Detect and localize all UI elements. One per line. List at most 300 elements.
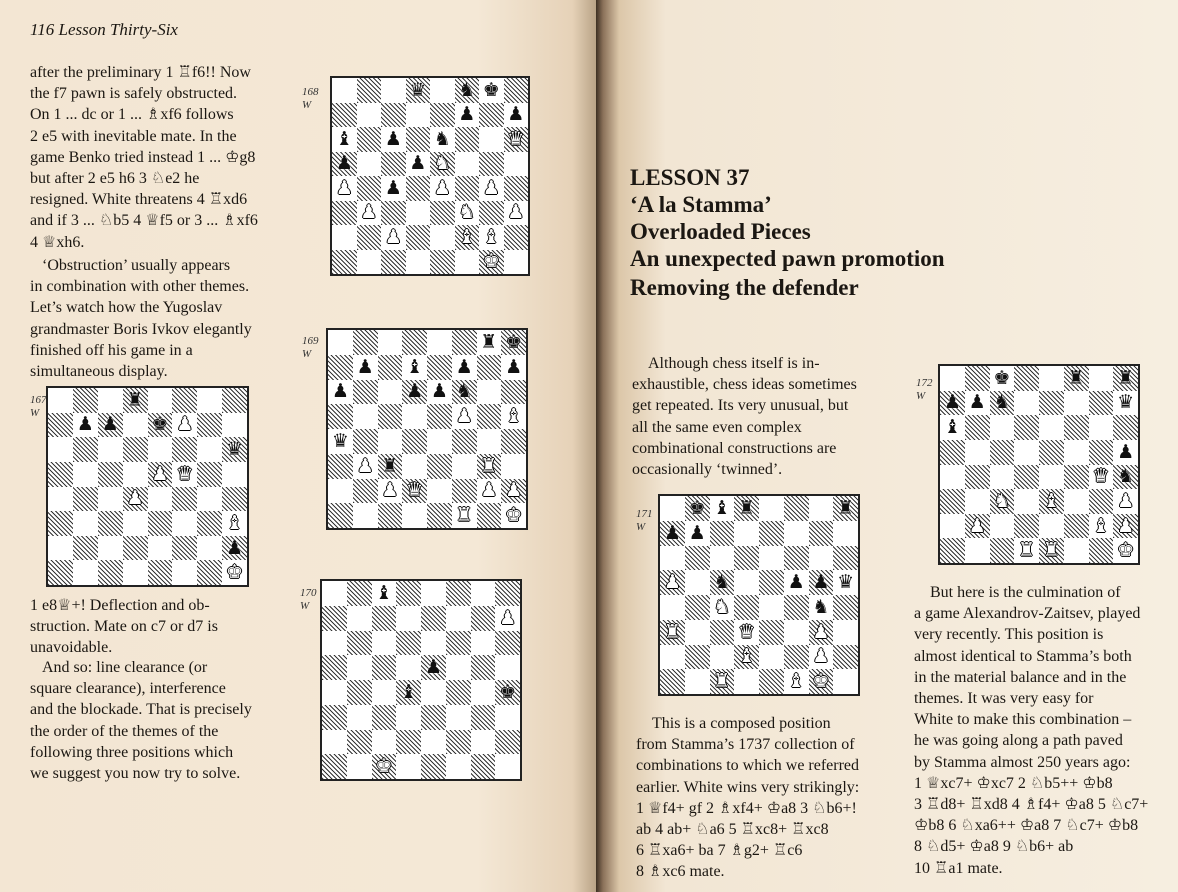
black-bishop-icon: ♝ [713, 496, 731, 519]
board-square [452, 429, 477, 454]
board-square [73, 536, 98, 561]
board-square [809, 496, 834, 521]
board-square [809, 669, 834, 694]
text-line: White to make this combination – [914, 711, 1132, 729]
board-square [479, 250, 504, 275]
board-square [685, 669, 710, 694]
board-square [495, 705, 520, 730]
board-square [784, 496, 809, 521]
board-square [396, 581, 421, 606]
board-square [347, 754, 372, 779]
board-square [471, 655, 496, 680]
text-line: unavoidable. [30, 639, 113, 657]
board-square [734, 669, 759, 694]
board-square [809, 595, 834, 620]
text-line: exhaustible, chess ideas sometimes [632, 376, 857, 394]
board-square [197, 462, 222, 487]
board-square [402, 330, 427, 355]
board-square [353, 429, 378, 454]
board-square [73, 437, 98, 462]
board-square [372, 655, 397, 680]
board-square [759, 546, 784, 571]
board-square [98, 511, 123, 536]
board-square [396, 730, 421, 755]
board-square [1089, 514, 1114, 539]
board-square [504, 103, 529, 128]
diagram-169-label: 169 W [302, 335, 319, 360]
black-pawn-icon: ♟ [384, 176, 402, 199]
board-square [809, 645, 834, 670]
text-line: grandmaster Boris Ivkov elegantly [30, 320, 252, 338]
text-line: combinations to which we referred [636, 757, 860, 775]
board-square [421, 655, 446, 680]
diagram-170-label: 170 W [300, 587, 317, 612]
board-square [148, 560, 173, 585]
board-square [148, 388, 173, 413]
board-square [759, 570, 784, 595]
board-square [1039, 366, 1064, 391]
board-square [406, 78, 431, 103]
black-pawn-icon: ♟ [424, 656, 442, 679]
board-square [1014, 514, 1039, 539]
board-square [504, 78, 529, 103]
text-line: And so: line clearance (or [42, 659, 208, 676]
board-square [1064, 415, 1089, 440]
board-square [990, 538, 1015, 563]
white-rook-icon: ♜ [1042, 539, 1060, 562]
board-square [328, 355, 353, 380]
board-square [396, 655, 421, 680]
board-square [381, 225, 406, 250]
board-square [1014, 489, 1039, 514]
black-pawn-icon: ♟ [505, 355, 523, 378]
board-square [98, 536, 123, 561]
white-pawn-icon: ♟ [176, 413, 194, 436]
text-line: 3 ♖d8+ ♖xd8 4 ♗f4+ ♔a8 5 ♘c7+ [914, 796, 1149, 814]
diagram-171-label: 171 W [636, 508, 653, 533]
black-rook-icon: ♜ [1067, 366, 1085, 389]
lesson-subtitle-3: Removing the defender [630, 275, 859, 300]
black-knight-icon: ♞ [812, 595, 830, 618]
board-square [396, 754, 421, 779]
black-pawn-icon: ♟ [430, 380, 448, 403]
board-square [479, 152, 504, 177]
board-square [427, 404, 452, 429]
black-pawn-icon: ♟ [331, 380, 349, 403]
board-square [452, 454, 477, 479]
board-square [406, 127, 431, 152]
board-square [660, 669, 685, 694]
board-square [332, 103, 357, 128]
board-square [381, 250, 406, 275]
text-line: 8 ♘d5+ ♔a8 9 ♘b6+ ab [914, 838, 1074, 856]
board-square [378, 503, 403, 528]
board-square [501, 479, 526, 504]
board-square [402, 380, 427, 405]
black-queen-icon: ♛ [331, 429, 349, 452]
board-square [222, 462, 247, 487]
board-square [1089, 489, 1114, 514]
board-square [1064, 489, 1089, 514]
board-square [123, 487, 148, 512]
board-square [396, 680, 421, 705]
board-square [759, 645, 784, 670]
white-knight-icon: ♞ [458, 201, 476, 224]
board-square [123, 511, 148, 536]
board-square [421, 754, 446, 779]
board-square [357, 250, 382, 275]
lesson-title-heading: ‘A la Stamma’ [630, 192, 772, 217]
board-square [477, 429, 502, 454]
white-rook-icon: ♜ [713, 670, 731, 693]
board-square [406, 152, 431, 177]
board-square [940, 440, 965, 465]
white-bishop-icon: ♝ [787, 670, 805, 693]
board-square [477, 355, 502, 380]
white-king-icon: ♚ [812, 670, 830, 693]
board-square [421, 631, 446, 656]
text-line: from Stamma’s 1737 collection of [636, 736, 855, 754]
board-square [479, 103, 504, 128]
board-square [455, 176, 480, 201]
black-pawn-icon: ♟ [1117, 440, 1135, 463]
board-square [322, 631, 347, 656]
board-square [495, 631, 520, 656]
board-square [123, 462, 148, 487]
board-square [332, 201, 357, 226]
board-square [1089, 440, 1114, 465]
board-square [430, 103, 455, 128]
board-square [734, 595, 759, 620]
black-bishop-icon: ♝ [400, 680, 418, 703]
text-line: themes. It was very easy for [914, 690, 1094, 708]
board-square [784, 546, 809, 571]
board-square [172, 437, 197, 462]
white-pawn-icon: ♟ [356, 454, 374, 477]
board-square [990, 391, 1015, 416]
board-square [73, 487, 98, 512]
text-line: finished off his game in a [30, 341, 193, 359]
board-square [402, 503, 427, 528]
text-line: 1 ♕f4+ gf 2 ♗xf4+ ♔a8 3 ♘b6+! [636, 799, 857, 817]
board-square [123, 413, 148, 438]
board-square [660, 620, 685, 645]
board-square [471, 581, 496, 606]
board-square [452, 404, 477, 429]
board-square [455, 152, 480, 177]
black-pawn-icon: ♟ [787, 571, 805, 594]
left-paragraph-3 [30, 595, 272, 659]
board-square [381, 127, 406, 152]
black-knight-icon: ♞ [713, 571, 731, 594]
board-square [446, 631, 471, 656]
board-square [332, 225, 357, 250]
board-square [396, 631, 421, 656]
board-square [148, 413, 173, 438]
board-square [501, 503, 526, 528]
board-square [446, 730, 471, 755]
black-pawn-icon: ♟ [406, 380, 424, 403]
board-square [1014, 538, 1039, 563]
board-square [427, 429, 452, 454]
board-square [685, 620, 710, 645]
board-square [406, 201, 431, 226]
white-bishop-icon: ♝ [1092, 514, 1110, 537]
board-square [1014, 415, 1039, 440]
text-line: 10 ♖a1 mate. [914, 859, 1003, 877]
board-square [406, 103, 431, 128]
white-pawn-icon: ♟ [507, 201, 525, 224]
text-line: very recently. This position is [914, 626, 1104, 644]
white-knight-icon: ♞ [713, 595, 731, 618]
board-square [402, 454, 427, 479]
board-square [784, 521, 809, 546]
board-square [965, 489, 990, 514]
board-square [347, 680, 372, 705]
white-pawn-icon: ♟ [480, 479, 498, 502]
black-rook-icon: ♜ [1117, 366, 1135, 389]
board-square [322, 581, 347, 606]
text-line: ab 4 ab+ ♘a6 5 ♖xc8+ ♖xc8 [636, 821, 829, 839]
board-square [197, 487, 222, 512]
board-square [759, 521, 784, 546]
board-square [222, 536, 247, 561]
board-square [332, 152, 357, 177]
board-square [1064, 366, 1089, 391]
black-pawn-icon: ♟ [226, 536, 244, 559]
board-square [710, 496, 735, 521]
text-line: struction. Mate on c7 or d7 is [30, 618, 218, 636]
text-line: and the blockade. That is precisely [30, 701, 252, 719]
text-line: 8 ♗xc6 mate. [636, 863, 725, 881]
board-square [660, 546, 685, 571]
board-square [1014, 366, 1039, 391]
board-square [990, 366, 1015, 391]
board-square [347, 705, 372, 730]
board-square [396, 606, 421, 631]
board-square [1113, 415, 1138, 440]
black-knight-icon: ♞ [1117, 465, 1135, 488]
board-square [1089, 538, 1114, 563]
board-square [148, 511, 173, 536]
board-square [381, 201, 406, 226]
board-square [1113, 538, 1138, 563]
board-square [495, 606, 520, 631]
black-pawn-icon: ♟ [812, 571, 830, 594]
board-square [48, 413, 73, 438]
board-square [495, 655, 520, 680]
board-square [471, 705, 496, 730]
board-square [427, 503, 452, 528]
board-square [495, 680, 520, 705]
board-square [378, 479, 403, 504]
board-square [446, 680, 471, 705]
board-square [495, 754, 520, 779]
white-rook-icon: ♜ [663, 620, 681, 643]
text-line: after the preliminary 1 ♖f6!! Now [30, 64, 251, 81]
board-square [347, 631, 372, 656]
board-square [940, 415, 965, 440]
text-line: following three positions which [30, 743, 234, 761]
black-king-icon: ♚ [505, 330, 523, 353]
black-king-icon: ♚ [993, 366, 1011, 389]
board-square [685, 496, 710, 521]
text-line: On 1 ... dc or 1 ... ♗xf6 follows [30, 106, 234, 124]
text-line: we suggest you now try to solve. [30, 765, 241, 783]
board-square [1113, 391, 1138, 416]
board-square [378, 454, 403, 479]
board-square [372, 631, 397, 656]
board-square [1039, 391, 1064, 416]
board-square [710, 645, 735, 670]
board-square [455, 250, 480, 275]
board-square [1039, 415, 1064, 440]
text-line: 4 ♕xh6. [30, 233, 85, 251]
board-square [73, 388, 98, 413]
board-square [965, 366, 990, 391]
board-square [452, 503, 477, 528]
board-square [222, 413, 247, 438]
black-rook-icon: ♜ [738, 496, 756, 519]
board-square [421, 730, 446, 755]
board-square [378, 355, 403, 380]
board-square [48, 511, 73, 536]
board-square [197, 511, 222, 536]
text-line: Let’s watch how the Yugoslav [30, 299, 223, 317]
board-square [685, 645, 710, 670]
board-square [48, 536, 73, 561]
board-square [940, 538, 965, 563]
board-square [1014, 391, 1039, 416]
board-square [372, 754, 397, 779]
diagram-167-label: 167 W [30, 394, 47, 419]
board-square [455, 78, 480, 103]
board-square [347, 581, 372, 606]
board-square [446, 581, 471, 606]
board-square [452, 355, 477, 380]
board-square [504, 176, 529, 201]
black-king-icon: ♚ [499, 680, 517, 703]
board-square [479, 201, 504, 226]
white-pawn-icon: ♟ [1117, 514, 1135, 537]
board-square [1014, 465, 1039, 490]
board-square [357, 103, 382, 128]
black-queen-icon: ♛ [226, 438, 244, 461]
board-square [1039, 440, 1064, 465]
board-square [833, 620, 858, 645]
board-square [455, 225, 480, 250]
board-square [148, 536, 173, 561]
board-square [347, 730, 372, 755]
running-head: 116 Lesson Thirty-Six [30, 20, 178, 39]
text-line: But here is the culmination of [930, 584, 1121, 601]
diagram-168-label: 168 W [302, 86, 319, 111]
lesson-number-heading: LESSON 37 [630, 165, 750, 190]
board-square [402, 429, 427, 454]
board-square [660, 496, 685, 521]
board-square [421, 705, 446, 730]
white-king-icon: ♚ [1117, 539, 1135, 562]
text-line: almost identical to Stamma’s both [914, 647, 1132, 665]
board-square [197, 388, 222, 413]
board-square [1064, 465, 1089, 490]
board-square [833, 521, 858, 546]
white-pawn-icon: ♟ [335, 176, 353, 199]
board-square [1039, 465, 1064, 490]
board-square [98, 437, 123, 462]
board-square [809, 521, 834, 546]
board-square [471, 754, 496, 779]
board-square [477, 454, 502, 479]
board-square [940, 489, 965, 514]
board-square [378, 404, 403, 429]
board-square [940, 514, 965, 539]
black-queen-icon: ♛ [1117, 391, 1135, 414]
board-square [479, 127, 504, 152]
text-line: occasionally ‘twinned’. [632, 461, 783, 479]
board-square [430, 78, 455, 103]
board-square [1089, 366, 1114, 391]
board-square [427, 479, 452, 504]
board-square [479, 176, 504, 201]
board-square [353, 454, 378, 479]
board-square [471, 680, 496, 705]
text-line: 1 ♕xc7+ ♔xc7 2 ♘b5++ ♔b8 [914, 774, 1113, 792]
board-square [48, 487, 73, 512]
board-square [685, 595, 710, 620]
white-bishop-icon: ♝ [738, 645, 756, 668]
black-pawn-icon: ♟ [458, 103, 476, 126]
board-square [332, 127, 357, 152]
text-line: in combination with other themes. [30, 278, 250, 296]
board-square [504, 250, 529, 275]
black-rook-icon: ♜ [837, 496, 855, 519]
white-rook-icon: ♜ [1018, 539, 1036, 562]
lesson-subtitle-2: An unexpected pawn promotion [630, 246, 945, 271]
text-line: 6 ♖xa6+ ba 7 ♗g2+ ♖c6 [636, 842, 803, 860]
chess-diagram-172 [938, 364, 1140, 565]
board-square [123, 437, 148, 462]
board-square [504, 127, 529, 152]
black-king-icon: ♚ [688, 496, 706, 519]
board-square [222, 388, 247, 413]
board-square [421, 680, 446, 705]
board-square [833, 570, 858, 595]
board-square [710, 669, 735, 694]
board-square [734, 496, 759, 521]
board-square [990, 489, 1015, 514]
board-square [98, 462, 123, 487]
left-paragraph-1 [30, 62, 282, 253]
board-square [372, 581, 397, 606]
board-square [378, 429, 403, 454]
board-square [73, 511, 98, 536]
text-line: a game Alexandrov-Zaitsev, played [914, 605, 1141, 623]
board-square [1089, 415, 1114, 440]
chess-diagram-167 [46, 386, 249, 587]
text-line: game Benko tried instead 1 ... ♔g8 [30, 148, 256, 166]
board-square [833, 496, 858, 521]
board-square [172, 511, 197, 536]
board-square [427, 330, 452, 355]
white-pawn-icon: ♟ [126, 487, 144, 510]
right-paragraph-3 [914, 582, 1168, 879]
board-square [477, 404, 502, 429]
black-rook-icon: ♜ [381, 454, 399, 477]
board-square [479, 78, 504, 103]
board-square [1064, 391, 1089, 416]
board-square [427, 355, 452, 380]
